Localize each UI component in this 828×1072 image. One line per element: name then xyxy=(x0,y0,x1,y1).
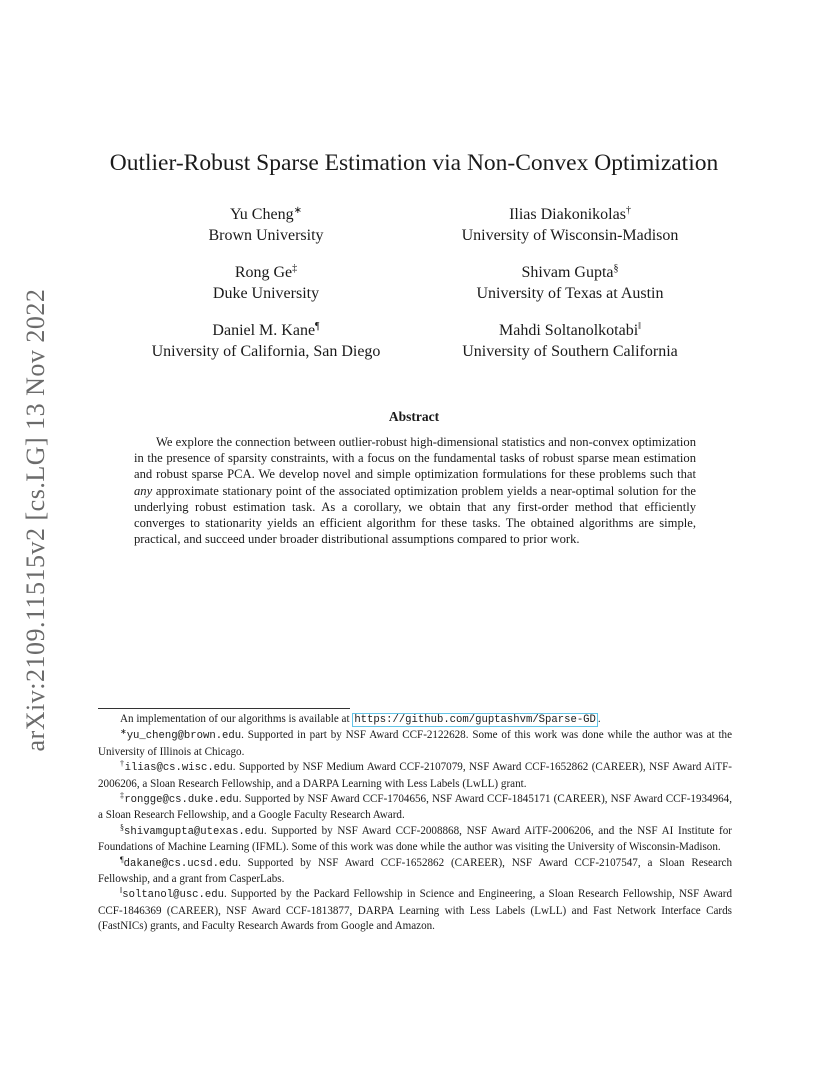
author-name: Daniel M. Kane xyxy=(212,322,316,339)
author-block xyxy=(120,204,720,362)
author-entry xyxy=(120,262,420,304)
email-address: rongge@cs.duke.edu xyxy=(124,794,239,807)
footnote: ¶dakane@cs.ucsd.edu. Supported by NSF Award CCF-1652862 (CAREER), NSF Award CCF-2107547, a Sloan Research Fellowship, and a grant from CasperLabs. xyxy=(98,854,732,886)
email-address: ilias@cs.wisc.edu xyxy=(124,762,233,775)
author-affiliation: University of California, San Diego xyxy=(151,343,381,360)
footnote-mark: ‖ xyxy=(638,321,641,332)
author-entry xyxy=(120,204,420,246)
author-name: Yu Cheng xyxy=(230,206,294,223)
footnote-mark: ¶ xyxy=(315,321,320,332)
email-address: yu_cheng@brown.edu xyxy=(126,730,242,743)
footnote-mark: ∗ xyxy=(293,205,302,216)
author-entry xyxy=(120,320,420,362)
repository-link[interactable]: https://github.com/guptashvm/Sparse-GD xyxy=(354,714,596,726)
footnote-divider xyxy=(98,708,350,709)
abstract-heading: Abstract xyxy=(388,409,440,424)
author-affiliation: Brown University xyxy=(208,227,324,244)
footnote-mark: ‖ xyxy=(120,886,123,896)
emphasis: any xyxy=(134,483,153,498)
footnote: ‖soltanol@usc.edu. Supported by the Packard Fellowship in Science and Engineering, a Sloan Research Fellowship, NSF Award CCF-1846369 (CAREER), NSF Award CCF-1813877, DARPA Learning with Less Labels (LwLL) and Fast Network Interface Cards (FastNICs) grants, and Faculty Research Awards from Google and Amazon. xyxy=(98,886,732,933)
footnotes xyxy=(98,712,732,935)
author-affiliation: Duke University xyxy=(212,285,320,302)
footnote-mark: ‡ xyxy=(292,263,298,274)
author-affiliation: University of Wisconsin-Madison xyxy=(461,227,679,244)
author-entry xyxy=(420,262,720,304)
footnote-mark: § xyxy=(613,263,619,274)
author-entry xyxy=(420,320,720,362)
footnote-mark: † xyxy=(120,759,125,769)
author-affiliation: University of Southern California xyxy=(462,343,678,360)
footnote-implementation: An implementation of our algorithms is available at https://github.com/guptashvm/Sparse-GD . xyxy=(120,713,601,726)
footnote-mark: † xyxy=(625,205,631,216)
email-address: soltanol@usc.edu xyxy=(122,889,224,902)
paper-title: Outlier-Robust Sparse Estimation via Non-Convex Optimization xyxy=(109,150,719,176)
footnote-mark: ∗ xyxy=(120,727,127,737)
email-address: shivamgupta@utexas.edu xyxy=(124,825,264,838)
author-name: Mahdi Soltanolkotabi xyxy=(499,322,639,339)
email-address: dakane@cs.ucsd.edu xyxy=(123,857,239,870)
footnote: §shivamgupta@utexas.edu. Supported by NSF Award CCF-2008868, NSF Award AiTF-2006206, and the NSF AI Institute for Foundations of Machine Learning (IFML). Some of this work was done while the author was visiting the University of Wisconsin-Madison. xyxy=(98,822,732,854)
abstract-text: We explore the connection between outlier-robust high-dimensional statistics and non-convex optimization in the presence of sparsity constraints, with a focus on the fundamental tasks of robust sparse mean estimation and robust sparse PCA. We develop novel and simple optimization formulations for these problems such that any approximate stationary point of the associated optimization problem yields a near-optimal solution for the underlying robust estimation task. As a corollary, we obtain that any first-order method that efficiently converges to stationarity yields an efficient algorithm for these tasks. The obtained algorithms are simple, practical, and succeed under broader distributional assumptions compared to prior work. xyxy=(134,435,696,547)
author-name: Rong Ge xyxy=(234,264,293,281)
author-name: Shivam Gupta xyxy=(521,264,614,281)
footnote: ∗yu_cheng@brown.edu. Supported in part by NSF Award CCF-2122628. Some of this work was done while the author was at the University of Illinois at Chicago. xyxy=(98,727,732,758)
footnote-mark: ¶ xyxy=(120,854,124,864)
arxiv-identifier-stamp: arXiv:2109.11515v2 [cs.LG] 13 Nov 2022 xyxy=(21,288,50,752)
footnote: †ilias@cs.wisc.edu. Supported by NSF Medium Award CCF-2107079, NSF Award CCF-1652862 (CAREER), NSF Award AiTF-2006206, a Sloan Research Fellowship, and a DARPA Learning with Less Labels (LwLL) grant. xyxy=(98,759,732,790)
author-entry xyxy=(420,204,720,246)
footnote-mark: § xyxy=(120,822,124,832)
footnote: ‡rongge@cs.duke.edu. Supported by NSF Award CCF-1704656, NSF Award CCF-1845171 (CAREER), NSF Award CCF-1934964, a Sloan Research Fellowship, and a Google Faculty Research Award. xyxy=(98,791,732,822)
footnote-mark: ‡ xyxy=(120,791,125,801)
author-name: Ilias Diakonikolas xyxy=(509,206,626,223)
author-affiliation: University of Texas at Austin xyxy=(476,285,664,302)
